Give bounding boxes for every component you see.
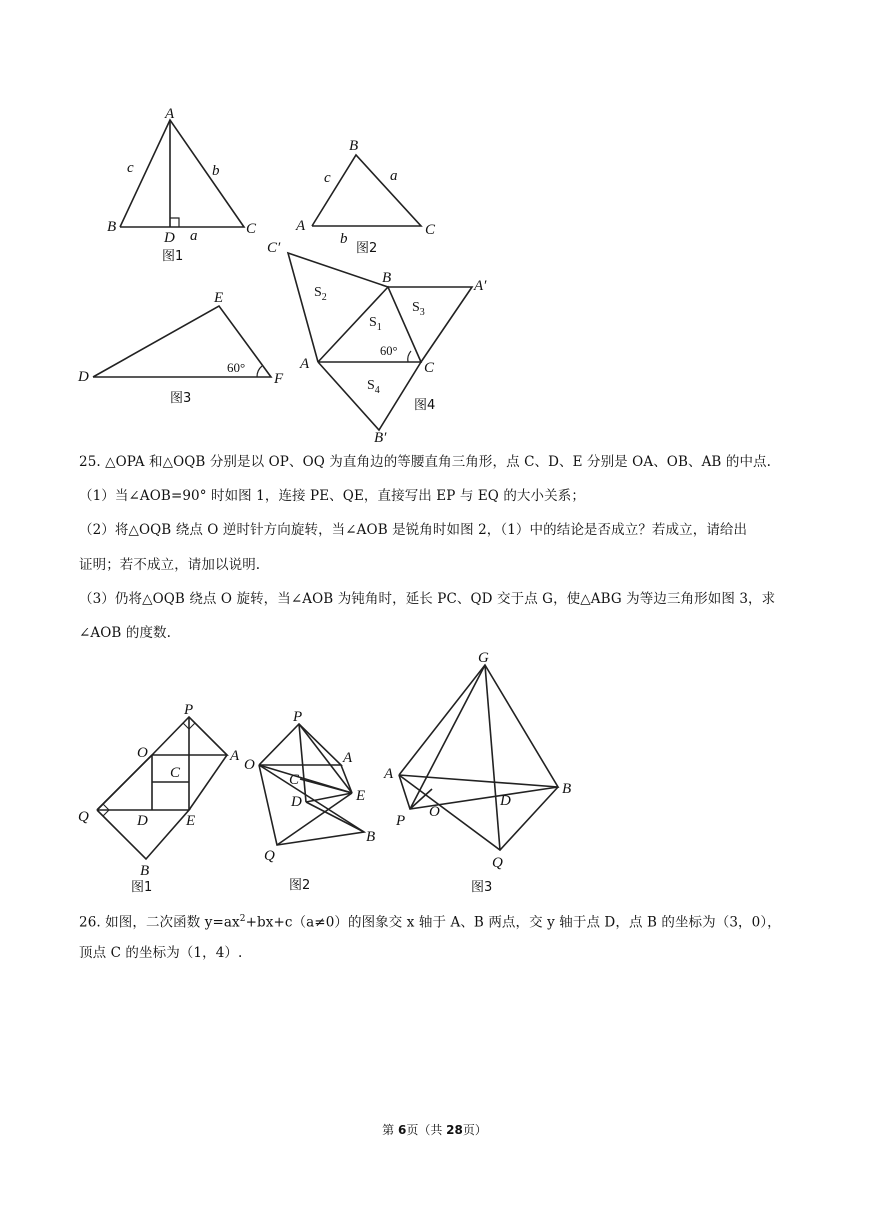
fig1-label-C: C — [246, 221, 257, 237]
fig3-label-F: F — [274, 371, 284, 387]
fig1-triangle — [107, 106, 257, 264]
mid-fig2-label-C: C — [289, 772, 300, 788]
mid-fig1-label-O: O — [137, 745, 148, 761]
mid-fig2-label-O: O — [244, 757, 255, 773]
q25-line4: 证明；若不成立，请加以说明. — [79, 557, 261, 573]
fig4-label-C: C — [424, 360, 435, 376]
page-footer: 第 6页（共 28页） — [382, 1123, 487, 1137]
fig1-label-c: c — [127, 160, 134, 176]
mid-fig1-label-A: A — [230, 748, 240, 764]
fig3-triangle — [77, 290, 284, 406]
q25-line6: ∠AOB 的度数. — [79, 625, 172, 641]
fig4-triangles — [267, 240, 487, 446]
fig3-caption: 图3 — [170, 391, 192, 406]
fig2-label-c: c — [324, 170, 331, 186]
q25-line3: （2）将△OQB 绕点 O 逆时针方向旋转，当∠AOB 是锐角时如图 2，（1）中的结论是否成立？若成立，请给出 — [79, 522, 748, 538]
figure-mid — [0, 645, 869, 905]
fig1-label-A: A — [165, 106, 175, 122]
fig4-label-S2: $S_2$ — [314, 285, 327, 303]
fig4-label-C1: C′ — [267, 240, 281, 256]
fig1-label-a: a — [190, 228, 198, 244]
fig4-label-S4: $S_4$ — [367, 378, 380, 396]
fig4-angle-label: 60° — [380, 344, 398, 358]
q26-line2: 顶点 C 的坐标为（1，4）. — [79, 945, 243, 961]
fig1-label-B: B — [107, 219, 117, 235]
q26-line1: 26. 如图，二次函数 $y=ax^2+bx+c(a\ne 0)$的图象交 x 轴于 A、B 两点，交 y 轴于点 D，点 B 的坐标为（3，0）， — [79, 914, 781, 931]
mid-fig2-label-D: D — [291, 794, 302, 810]
fig1-label-b: b — [212, 163, 220, 179]
fig4-label-S3: $S_3$ — [412, 300, 425, 318]
fig1-caption: 图1 — [162, 249, 184, 264]
fig2-label-B: B — [349, 138, 359, 154]
mid-fig3-caption: 图3 — [471, 880, 493, 895]
fig2-label-b: b — [340, 231, 348, 247]
mid-fig3-label-Q: Q — [492, 855, 503, 871]
fig4-label-B1: B′ — [374, 430, 387, 446]
fig2-label-a: a — [390, 168, 398, 184]
fig3-label-E: E — [214, 290, 224, 306]
mid-fig3-label-B: B — [562, 781, 572, 797]
mid-fig3 — [383, 650, 571, 895]
mid-fig1-label-B: B — [140, 863, 150, 879]
fig4-label-A1: A′ — [474, 278, 487, 294]
figure-top — [0, 0, 869, 460]
q25-line5: （3）仍将△OQB 绕点 O 旋转，当∠AOB 为钝角时，延长 PC、QD 交于点 G，使△ABG 为等边三角形如图 3，求 — [79, 591, 776, 607]
fig3-label-D: D — [78, 369, 89, 385]
mid-fig2-caption: 图2 — [289, 878, 311, 893]
fig2-caption: 图2 — [356, 241, 378, 256]
fig2-label-A: A — [296, 218, 306, 234]
mid-fig2-label-B: B — [366, 829, 376, 845]
mid-fig2-label-Q: Q — [264, 848, 275, 864]
mid-fig2-label-P: P — [293, 709, 303, 725]
mid-fig2 — [244, 709, 375, 893]
fig2-triangle — [295, 138, 436, 256]
mid-fig1-label-Q: Q — [78, 809, 89, 825]
mid-fig3-label-P: P — [396, 813, 406, 829]
mid-fig1-label-C: C — [170, 765, 181, 781]
fig4-label-A: A — [300, 356, 310, 372]
fig4-caption: 图4 — [414, 398, 436, 413]
mid-fig3-label-D: D — [500, 793, 511, 809]
mid-fig3-label-O: O — [429, 804, 440, 820]
q25-line1: 25. △OPA 和△OQB 分别是以 OP、OQ 为直角边的等腰直角三角形，点 C、D、E 分别是 OA、OB、AB 的中点. — [79, 454, 772, 470]
q25-line2: （1）当∠AOB=90° 时如图 1，连接 PE、QE，直接写出 EP 与 EQ 的大小关系； — [79, 488, 585, 504]
fig4-label-S1: $S_1$ — [369, 315, 382, 333]
mid-fig2-label-E: E — [356, 788, 366, 804]
mid-fig3-label-A: A — [384, 766, 394, 782]
mid-fig1 — [78, 702, 240, 895]
fig4-label-B: B — [382, 270, 392, 286]
fig2-label-C: C — [425, 222, 436, 238]
mid-fig3-label-G: G — [478, 650, 489, 666]
mid-fig2-label-A: A — [343, 750, 353, 766]
mid-fig1-label-P: P — [184, 702, 194, 718]
mid-fig1-label-D: D — [137, 813, 148, 829]
mid-fig1-label-E: E — [186, 813, 196, 829]
fig3-angle-label: 60° — [227, 360, 246, 375]
fig1-label-D: D — [164, 230, 175, 246]
mid-fig1-caption: 图1 — [131, 880, 153, 895]
